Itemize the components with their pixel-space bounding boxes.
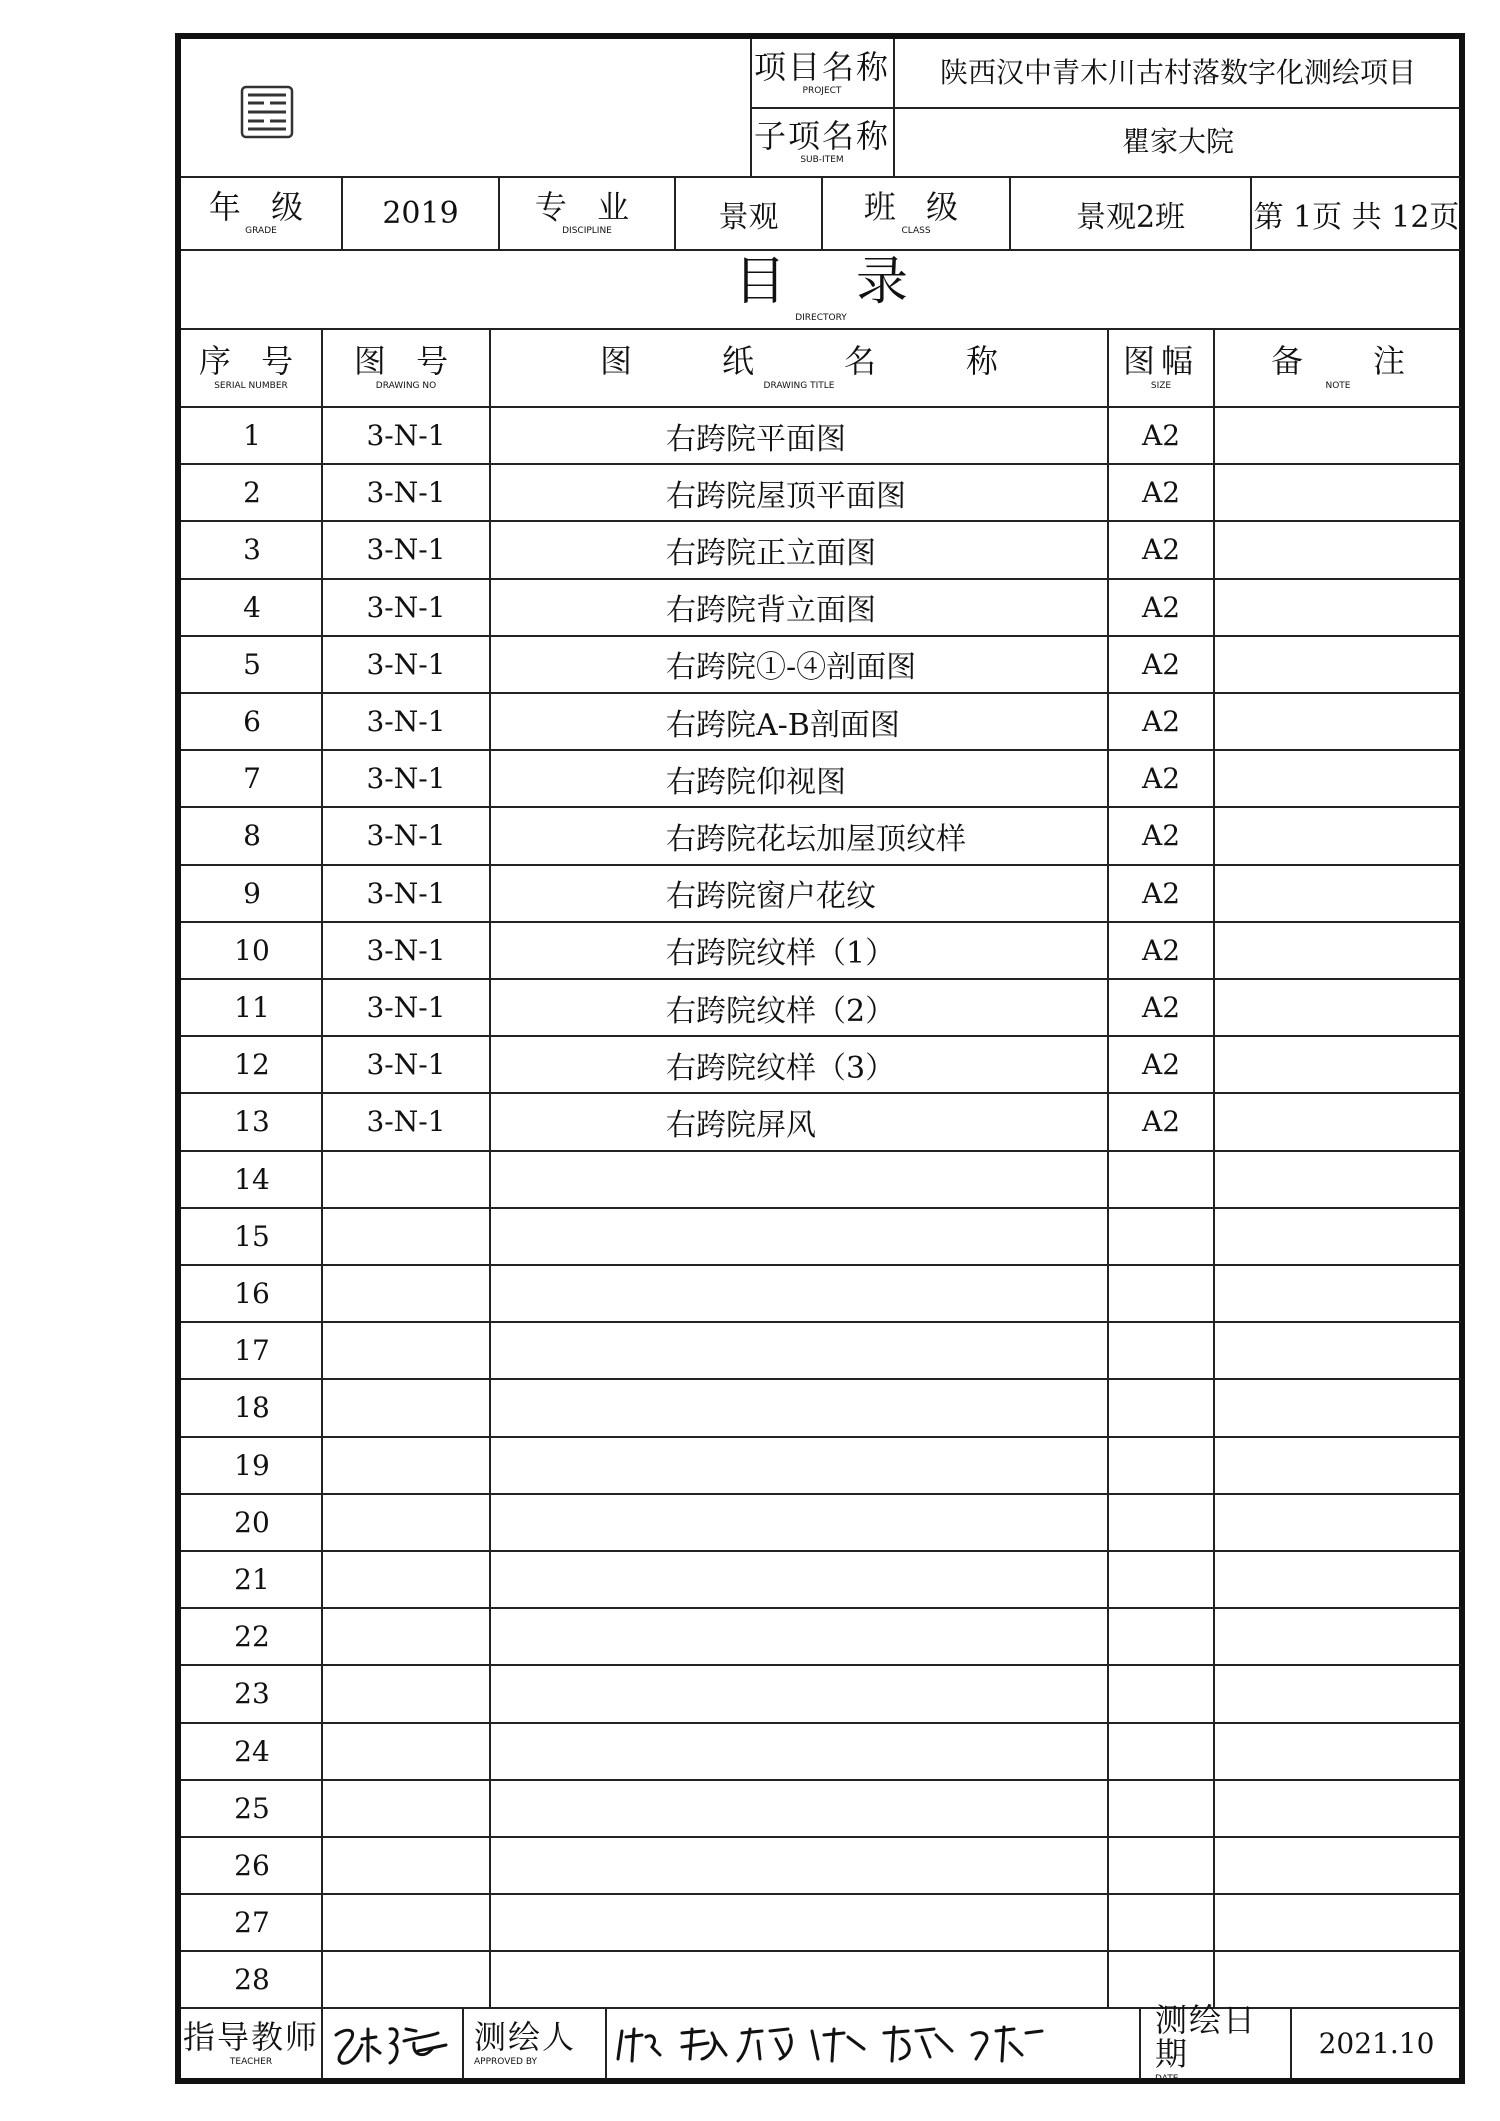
row-size bbox=[1109, 1552, 1213, 1607]
row-note bbox=[1215, 980, 1461, 1035]
row-drawing-no: 3-N-1 bbox=[366, 476, 446, 510]
row-serial: 4 bbox=[243, 590, 261, 624]
row-serial: 18 bbox=[234, 1391, 270, 1425]
row-drawing-no: 3-N-1 bbox=[366, 876, 446, 910]
row-note bbox=[1215, 1781, 1461, 1836]
row-drawing-title bbox=[491, 1438, 1107, 1493]
row-note bbox=[1215, 1380, 1461, 1435]
row-note bbox=[1215, 1609, 1461, 1664]
row-size: A2 bbox=[1141, 1048, 1181, 1082]
school-logo bbox=[240, 85, 294, 139]
row-divider bbox=[181, 921, 1461, 923]
row-drawing-title bbox=[491, 1609, 1107, 1664]
row-divider bbox=[181, 1092, 1461, 1094]
row-serial: 17 bbox=[234, 1334, 270, 1368]
surveyor-signatures bbox=[612, 2015, 1132, 2073]
class-value: 景观2班 bbox=[1075, 199, 1186, 235]
row-drawing-no: 3-N-1 bbox=[366, 533, 446, 567]
row-serial: 1 bbox=[243, 419, 261, 453]
page-info: 第 1页 共 12页 bbox=[1253, 199, 1460, 235]
row-note bbox=[1215, 408, 1461, 463]
row-serial: 10 bbox=[234, 933, 270, 967]
row-size bbox=[1109, 1209, 1213, 1264]
row-serial: 7 bbox=[243, 762, 261, 796]
teacher-label: 指导教师 TEACHER bbox=[182, 2018, 319, 2067]
date-value: 2021.10 bbox=[1318, 2026, 1435, 2060]
row-serial: 28 bbox=[234, 1963, 270, 1997]
row-note bbox=[1215, 1037, 1461, 1092]
row-note bbox=[1215, 1152, 1461, 1207]
row-drawing-title: 右跨院A-B剖面图 bbox=[666, 707, 900, 743]
row-size bbox=[1109, 1323, 1213, 1378]
row-serial: 24 bbox=[234, 1734, 270, 1768]
row-serial: 22 bbox=[234, 1620, 270, 1654]
col-size: 图幅 SIZE bbox=[1122, 342, 1199, 391]
row-divider bbox=[181, 1378, 1461, 1380]
row-drawing-title: 右跨院窗户花纹 bbox=[666, 879, 876, 915]
row-drawing-title: 右跨院正立面图 bbox=[666, 535, 876, 571]
row-note bbox=[1215, 1552, 1461, 1607]
col-serial: 序 号 SERIAL NUMBER bbox=[198, 342, 304, 391]
row-size: A2 bbox=[1141, 647, 1181, 681]
row-divider bbox=[181, 578, 1461, 580]
row-size bbox=[1109, 1495, 1213, 1550]
row-drawing-no: 3-N-1 bbox=[366, 419, 446, 453]
col-drawing-title: 图纸名称 DRAWING TITLE bbox=[599, 342, 1088, 391]
col-note: 备注 NOTE bbox=[1270, 342, 1475, 391]
row-serial: 6 bbox=[243, 705, 261, 739]
row-drawing-title bbox=[491, 1380, 1107, 1435]
row-size bbox=[1109, 1380, 1213, 1435]
row-drawing-no: 3-N-1 bbox=[366, 991, 446, 1025]
row-size bbox=[1109, 1152, 1213, 1207]
row-drawing-no bbox=[323, 1495, 489, 1550]
row-divider bbox=[181, 1893, 1461, 1895]
row-drawing-no bbox=[323, 1266, 489, 1321]
row-serial: 13 bbox=[234, 1105, 270, 1139]
row-drawing-no: 3-N-1 bbox=[366, 1048, 446, 1082]
row-divider bbox=[181, 1493, 1461, 1495]
row-note bbox=[1215, 1438, 1461, 1493]
subitem-label: 子项名称 SUB-ITEM bbox=[753, 116, 890, 166]
discipline-value: 景观 bbox=[718, 199, 779, 235]
row-divider bbox=[181, 864, 1461, 866]
row-divider bbox=[181, 520, 1461, 522]
row-drawing-title: 右跨院纹样（2） bbox=[666, 993, 896, 1029]
row-drawing-title: 右跨院屋顶平面图 bbox=[666, 478, 906, 514]
row-note bbox=[1215, 1838, 1461, 1893]
row-drawing-title: 右跨院屏风 bbox=[666, 1107, 816, 1143]
row-size bbox=[1109, 1781, 1213, 1836]
grade-label: 年 级 GRADE bbox=[208, 187, 314, 237]
row-size: A2 bbox=[1141, 933, 1181, 967]
row-note bbox=[1215, 808, 1461, 863]
row-note bbox=[1215, 522, 1461, 577]
row-divider bbox=[181, 1722, 1461, 1724]
row-divider bbox=[181, 1950, 1461, 1952]
grade-value: 2019 bbox=[382, 196, 459, 231]
discipline-label: 专 业 DISCIPLINE bbox=[534, 187, 640, 237]
col-drawing-no: 图 号 DRAWING NO bbox=[353, 342, 459, 391]
row-note bbox=[1215, 1666, 1461, 1721]
row-drawing-title: 右跨院花坛加屋顶纹样 bbox=[666, 821, 966, 857]
row-size bbox=[1109, 1438, 1213, 1493]
row-note bbox=[1215, 1952, 1461, 2007]
row-divider bbox=[181, 806, 1461, 808]
approved-label: 测绘人 APPROVED BY bbox=[474, 2018, 577, 2067]
row-divider bbox=[181, 1836, 1461, 1838]
row-note bbox=[1215, 1209, 1461, 1264]
row-serial: 5 bbox=[243, 647, 261, 681]
row-size bbox=[1109, 1666, 1213, 1721]
row-serial: 25 bbox=[234, 1791, 270, 1825]
row-drawing-title bbox=[491, 1895, 1107, 1950]
row-divider bbox=[181, 1150, 1461, 1152]
row-note bbox=[1215, 580, 1461, 635]
row-size: A2 bbox=[1141, 476, 1181, 510]
row-drawing-title bbox=[491, 1781, 1107, 1836]
project-label: 项目名称 PROJECT bbox=[753, 47, 890, 97]
row-drawing-no bbox=[323, 1609, 489, 1664]
logo-icon bbox=[240, 85, 294, 139]
row-size bbox=[1109, 1895, 1213, 1950]
row-drawing-title: 右跨院纹样（1） bbox=[666, 936, 896, 972]
row-drawing-no: 3-N-1 bbox=[366, 819, 446, 853]
row-drawing-title: 右跨院①-④剖面图 bbox=[666, 650, 917, 686]
row-drawing-no bbox=[323, 1438, 489, 1493]
row-serial: 8 bbox=[243, 819, 261, 853]
row-divider bbox=[181, 1664, 1461, 1666]
row-size bbox=[1109, 1266, 1213, 1321]
row-note bbox=[1215, 465, 1461, 520]
row-drawing-no: 3-N-1 bbox=[366, 933, 446, 967]
row-serial: 19 bbox=[234, 1448, 270, 1482]
row-note bbox=[1215, 751, 1461, 806]
row-drawing-title bbox=[491, 1724, 1107, 1779]
signatures-icon bbox=[612, 2015, 1132, 2073]
row-divider bbox=[181, 1779, 1461, 1781]
row-divider bbox=[181, 978, 1461, 980]
row-drawing-no bbox=[323, 1838, 489, 1893]
row-note bbox=[1215, 866, 1461, 921]
row-drawing-no bbox=[323, 1209, 489, 1264]
row-drawing-no: 3-N-1 bbox=[366, 1105, 446, 1139]
teacher-signature bbox=[328, 2015, 458, 2073]
row-size: A2 bbox=[1141, 991, 1181, 1025]
row-drawing-title bbox=[491, 1838, 1107, 1893]
row-note bbox=[1215, 1495, 1461, 1550]
row-serial: 21 bbox=[234, 1563, 270, 1597]
row-size: A2 bbox=[1141, 533, 1181, 567]
row-divider bbox=[181, 1035, 1461, 1037]
row-drawing-no bbox=[323, 1895, 489, 1950]
row-divider bbox=[181, 1436, 1461, 1438]
row-drawing-no bbox=[323, 1323, 489, 1378]
row-serial: 9 bbox=[243, 876, 261, 910]
row-note bbox=[1215, 1323, 1461, 1378]
row-size: A2 bbox=[1141, 705, 1181, 739]
row-drawing-title bbox=[491, 1952, 1107, 2007]
row-size: A2 bbox=[1141, 819, 1181, 853]
row-serial: 3 bbox=[243, 533, 261, 567]
row-drawing-title bbox=[491, 1323, 1107, 1378]
row-note bbox=[1215, 1266, 1461, 1321]
row-serial: 16 bbox=[234, 1277, 270, 1311]
row-divider bbox=[181, 749, 1461, 751]
row-size bbox=[1109, 1724, 1213, 1779]
row-serial: 11 bbox=[234, 991, 270, 1025]
row-serial: 2 bbox=[243, 476, 261, 510]
row-drawing-title bbox=[491, 1266, 1107, 1321]
row-drawing-title bbox=[491, 1495, 1107, 1550]
row-drawing-title: 右跨院平面图 bbox=[666, 421, 846, 457]
row-note bbox=[1215, 1724, 1461, 1779]
row-drawing-title: 右跨院仰视图 bbox=[666, 764, 846, 800]
row-size: A2 bbox=[1141, 590, 1181, 624]
row-divider bbox=[181, 1550, 1461, 1552]
row-drawing-no bbox=[323, 1781, 489, 1836]
row-drawing-title bbox=[491, 1552, 1107, 1607]
row-drawing-title bbox=[491, 1209, 1107, 1264]
row-drawing-title bbox=[491, 1666, 1107, 1721]
row-serial: 20 bbox=[234, 1505, 270, 1539]
row-drawing-no bbox=[323, 1380, 489, 1435]
row-drawing-no bbox=[323, 1724, 489, 1779]
signature-icon bbox=[328, 2015, 458, 2073]
row-serial: 12 bbox=[234, 1048, 270, 1082]
row-drawing-no: 3-N-1 bbox=[366, 647, 446, 681]
row-drawing-no bbox=[323, 1152, 489, 1207]
row-serial: 23 bbox=[234, 1677, 270, 1711]
row-drawing-no bbox=[323, 1552, 489, 1607]
project-value: 陕西汉中青木川古村落数字化测绘项目 bbox=[939, 56, 1416, 90]
row-note bbox=[1215, 694, 1461, 749]
row-divider bbox=[181, 692, 1461, 694]
row-drawing-no: 3-N-1 bbox=[366, 762, 446, 796]
row-size bbox=[1109, 1838, 1213, 1893]
subitem-value: 瞿家大院 bbox=[1121, 125, 1234, 159]
row-drawing-no: 3-N-1 bbox=[366, 705, 446, 739]
row-divider bbox=[181, 1264, 1461, 1266]
row-drawing-title bbox=[491, 1152, 1107, 1207]
row-serial: 15 bbox=[234, 1219, 270, 1253]
row-drawing-no bbox=[323, 1666, 489, 1721]
class-label: 班 级 CLASS bbox=[863, 187, 969, 237]
row-size: A2 bbox=[1141, 762, 1181, 796]
row-drawing-no bbox=[323, 1952, 489, 2007]
row-size bbox=[1109, 1609, 1213, 1664]
row-divider bbox=[181, 1207, 1461, 1209]
row-note bbox=[1215, 923, 1461, 978]
row-note bbox=[1215, 1094, 1461, 1149]
row-serial: 26 bbox=[234, 1849, 270, 1883]
row-drawing-no: 3-N-1 bbox=[366, 590, 446, 624]
row-note bbox=[1215, 1895, 1461, 1950]
date-label: 测绘日期 DATE bbox=[1155, 2001, 1258, 2084]
row-divider bbox=[181, 463, 1461, 465]
row-serial: 27 bbox=[234, 1906, 270, 1940]
row-size: A2 bbox=[1141, 876, 1181, 910]
row-drawing-title: 右跨院纹样（3） bbox=[666, 1050, 896, 1086]
row-drawing-title: 右跨院背立面图 bbox=[666, 593, 876, 629]
row-size: A2 bbox=[1141, 1105, 1181, 1139]
row-divider bbox=[181, 1607, 1461, 1609]
row-size: A2 bbox=[1141, 419, 1181, 453]
row-serial: 14 bbox=[234, 1162, 270, 1196]
row-size bbox=[1109, 1952, 1213, 2007]
directory-title: 目录 DIRECTORY bbox=[733, 252, 978, 323]
row-note bbox=[1215, 637, 1461, 692]
row-divider bbox=[181, 1321, 1461, 1323]
row-divider bbox=[181, 635, 1461, 637]
